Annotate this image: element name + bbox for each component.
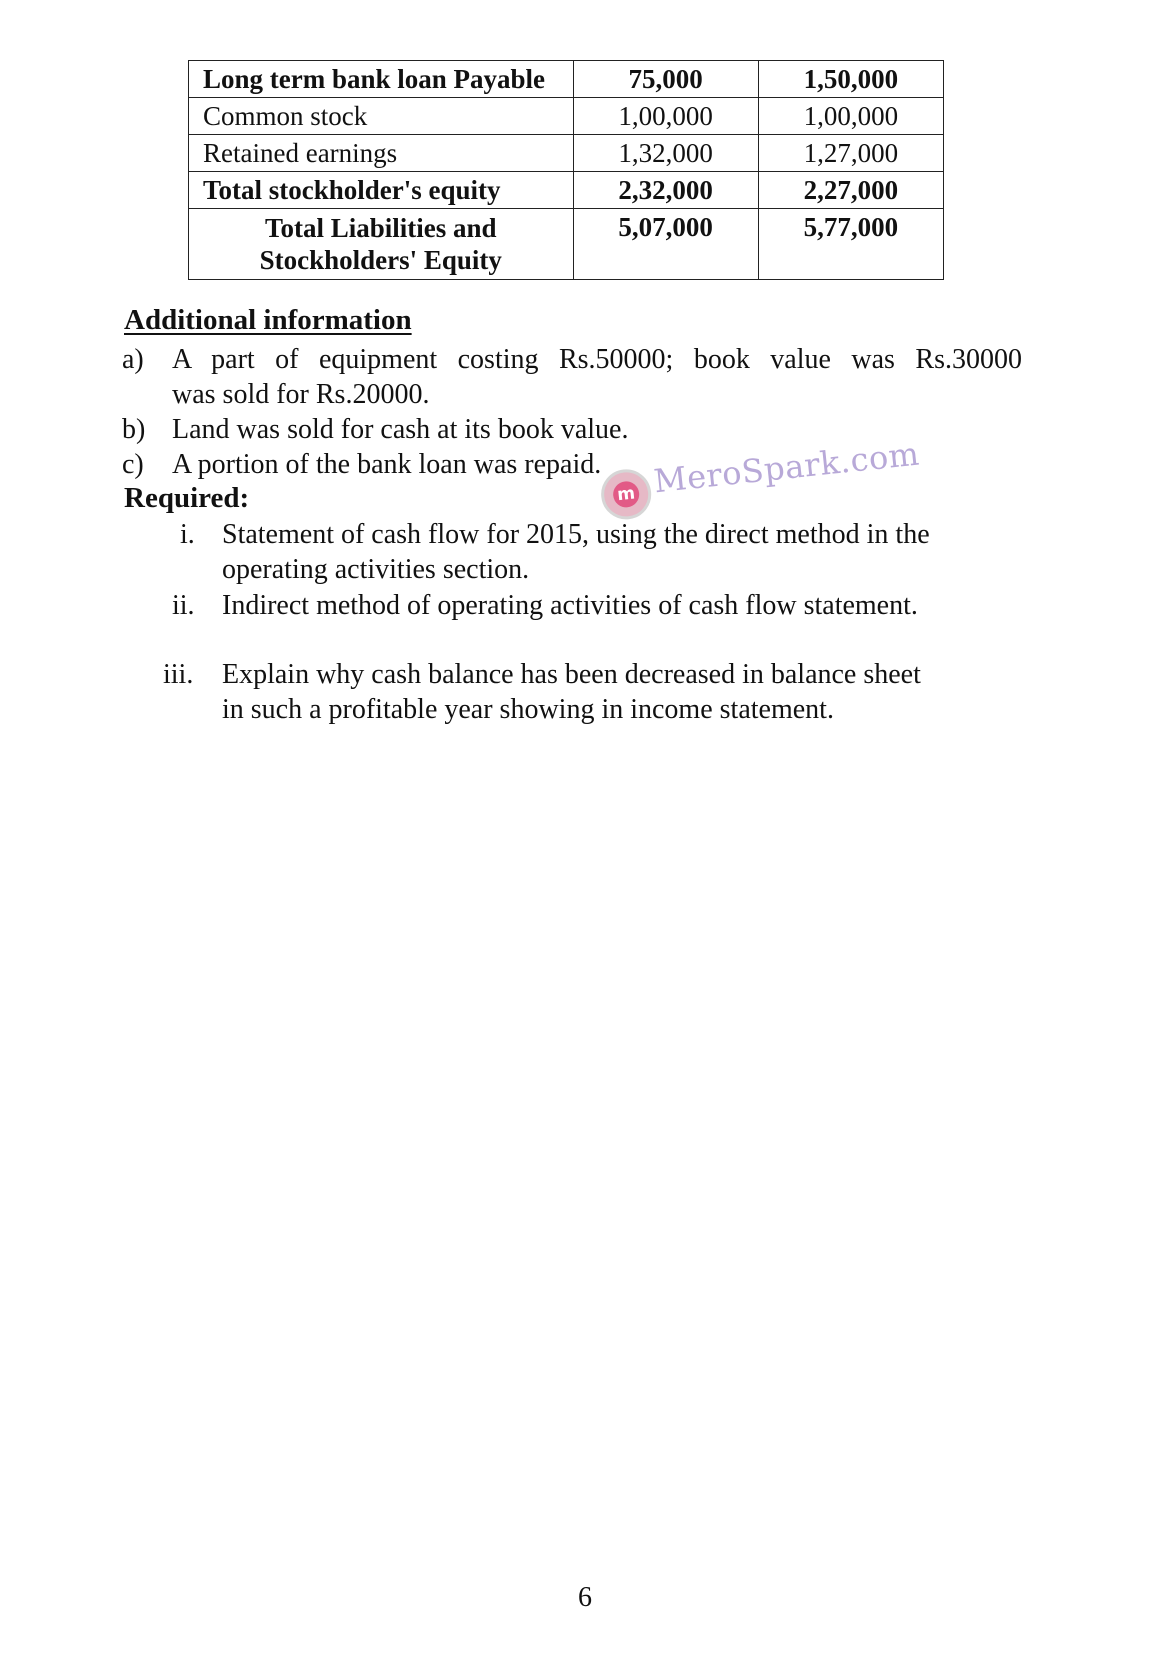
merospark-logo-icon [599,467,654,522]
item-text-line2: in such a profitable year showing in income statement. [222,694,834,725]
list-item [122,342,1022,414]
item-text-line2: was sold for Rs.20000. [172,379,430,410]
item-marker: a) [122,344,144,375]
item-marker: iii. [163,659,194,690]
total-2014: 5,77,000 [758,209,943,280]
item-text-line1: Indirect method of operating activities of cash flow statement. [222,590,918,621]
value-2014: 1,00,000 [758,98,943,135]
item-text-line2: operating activities section. [222,554,530,585]
item-marker: c) [122,449,144,480]
table-row [189,172,944,209]
list-item [172,588,1022,624]
item-marker: i. [180,519,195,550]
item-marker: b) [122,414,146,445]
table-row [189,98,944,135]
value-2014: 2,27,000 [758,172,943,209]
item-text-line1: Explain why cash balance has been decreased in balance sheet [222,659,921,690]
item-text-line1: Land was sold for cash at its book value. [172,414,629,445]
table-row [189,135,944,172]
item-text-line1: A part of equipment costing Rs.50000; book value was Rs.30000 [172,344,1022,375]
row-label: Long term bank loan Payable [189,61,574,98]
item-marker: ii. [172,590,195,621]
row-label: Common stock [189,98,574,135]
total-2015: 5,07,000 [573,209,758,280]
value-2015: 1,00,000 [573,98,758,135]
value-2014: 1,27,000 [758,135,943,172]
logo-letter: m [612,480,641,509]
total-row [189,209,944,280]
required-heading: Required: [124,482,250,514]
table-row [189,61,944,98]
balance-sheet-table [188,60,944,280]
item-text-line1: A portion of the bank loan was repaid. [172,449,602,480]
watermark-text: MeroSpark.com [651,434,922,501]
total-label-line1: Total Liabilities and [264,213,497,243]
page-number: 6 [578,1582,592,1613]
total-label [189,209,574,280]
value-2015: 1,32,000 [573,135,758,172]
total-label-line2: Stockholders' Equity [259,245,502,275]
item-text-line1: Statement of cash flow for 2015, using the direct method in the [222,519,930,550]
value-2015: 75,000 [573,61,758,98]
row-label: Retained earnings [189,135,574,172]
value-2014: 1,50,000 [758,61,943,98]
row-label: Total stockholder's equity [189,172,574,209]
additional-info-heading: Additional information [124,304,412,336]
list-item [163,657,1023,729]
list-item [180,517,1020,589]
value-2015: 2,32,000 [573,172,758,209]
